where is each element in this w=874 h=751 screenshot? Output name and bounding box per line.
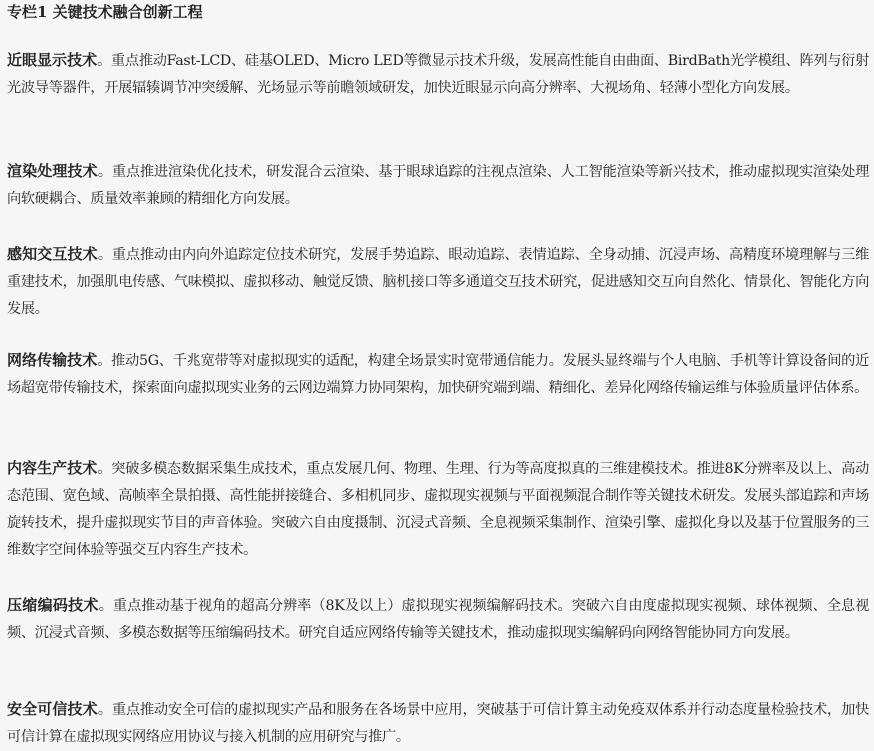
section-security-trust	[7, 696, 869, 751]
section-heading: 内容生产技术	[7, 459, 98, 477]
section-body: 。重点推动基于视角的超高分辨率（8K及以上）虚拟现实视频编解码技术。突破六自由度虚拟现实视频、球体视频、全息视频、沉浸式音频、多模态数据等压缩编码技术。研究自适应网络传输等关键技术，推动虚拟现实编解码向网络智能协同方向发展。	[7, 598, 869, 641]
section-compression-coding	[7, 592, 869, 647]
section-heading: 网络传输技术	[7, 351, 98, 369]
section-heading: 压缩编码技术	[7, 596, 99, 614]
page-title: 专栏1 关键技术融合创新工程	[7, 3, 203, 21]
section-body: 。重点推动由内向外追踪定位技术研究，发展手势追踪、眼动追踪、表情追踪、全身动捕、沉浸声场、高精度环境理解与三维重建技术，加强肌电传感、气味模拟、虚拟移动、触觉反馈、脑机接口等多通道交互技术研究，促进感知交互向自然化、情景化、智能化方向发展。	[7, 247, 869, 317]
section-rendering	[7, 158, 869, 213]
section-heading: 渲染处理技术	[7, 162, 98, 180]
section-body: 。重点推动安全可信的虚拟现实产品和服务在各场景中应用，突破基于可信计算主动免疫双体系并行动态度量检验技术，加快可信计算在虚拟现实网络应用协议与接入机制的应用研究与推广。	[7, 702, 869, 745]
section-heading: 安全可信技术	[7, 700, 98, 718]
section-near-eye-display	[7, 47, 869, 102]
section-network-transmission	[7, 347, 869, 402]
section-body: 。重点推进渲染优化技术，研发混合云渲染、基于眼球追踪的注视点渲染、人工智能渲染等新兴技术，推动虚拟现实渲染处理向软硬耦合、质量效率兼顾的精细化方向发展。	[7, 164, 869, 207]
section-perception-interaction	[7, 241, 869, 323]
section-body: 。突破多模态数据采集生成技术，重点发展几何、物理、生理、行为等高度拟真的三维建模技术。推进8K分辨率及以上、高动态范围、宽色域、高帧率全景拍摄、高性能拼接缝合、多相机同步、虚拟现实视频与平面视频混合制作等关键技术研发。发展头部追踪和声场旋转技术，提升虚拟现实节目的声音体验。突破六自由度摄制、沉浸式音频、全息视频采集制作、渲染引擎、虚拟化身以及基于位置服务的三维数字空间体验等强交互内容生产技术。	[7, 461, 869, 558]
section-body: 。重点推动Fast-LCD、硅基OLED、Micro LED等微显示技术升级，发展高性能自由曲面、BirdBath光学模组、阵列与衍射光波导等器件，开展辐辏调节冲突缓解、光场显示等前瞻领域研发，加快近眼显示向高分辨率、大视场角、轻薄小型化方向发展。	[7, 53, 869, 96]
section-content-production	[7, 455, 869, 564]
section-body: 。推动5G、千兆宽带等对虚拟现实的适配，构建全场景实时宽带通信能力。发展头显终端与个人电脑、手机等计算设备间的近场超宽带传输技术，探索面向虚拟现实业务的云网边端算力协同架构，加快研究端到端、精细化、差异化网络传输运维与体验质量评估体系。	[7, 353, 869, 396]
section-heading: 感知交互技术	[7, 245, 98, 263]
section-heading: 近眼显示技术	[7, 51, 98, 69]
